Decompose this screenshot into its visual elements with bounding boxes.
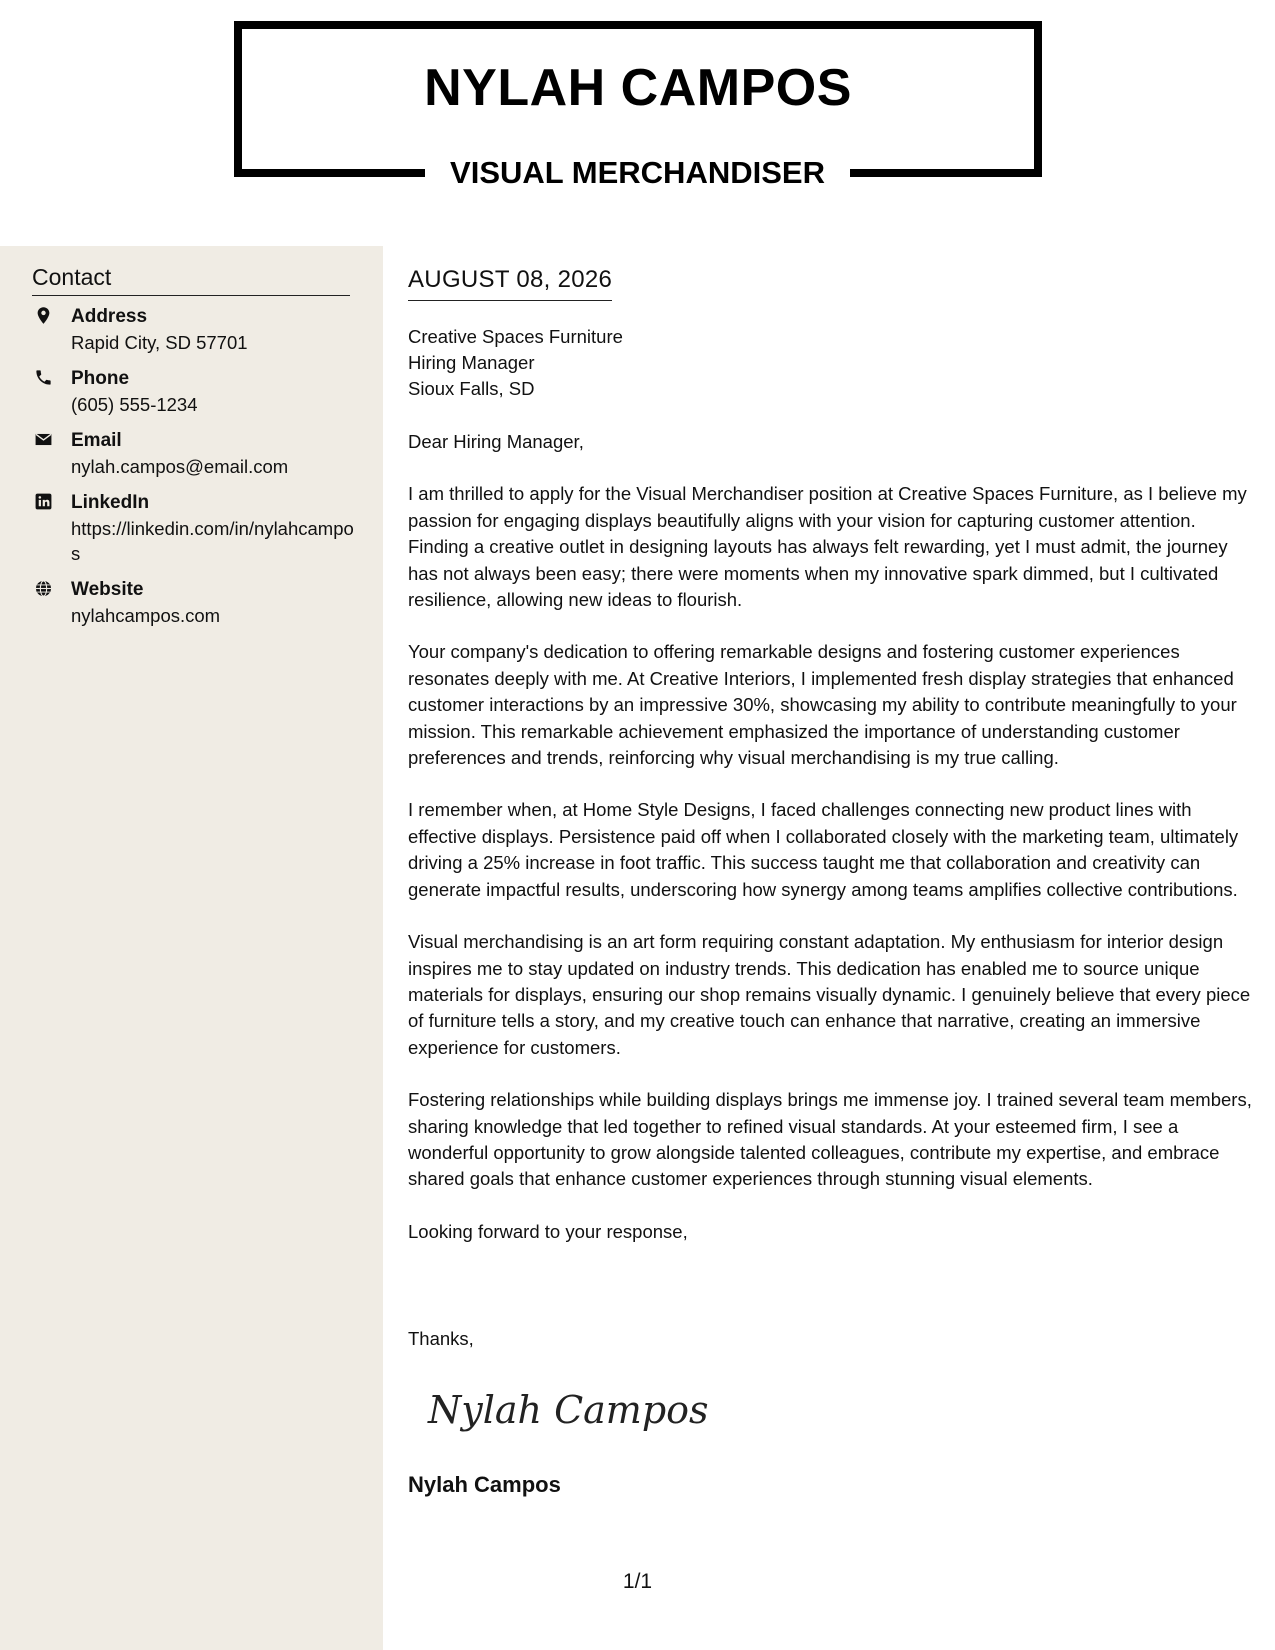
phone-label: Phone bbox=[71, 368, 130, 389]
contact-list bbox=[32, 304, 362, 639]
handwritten-signature bbox=[424, 1381, 709, 1441]
job-title: VISUAL MERCHANDISER bbox=[425, 150, 850, 196]
recipient-block bbox=[408, 324, 623, 402]
email-value[interactable]: nylah.campos@email.com bbox=[71, 456, 289, 477]
paragraph: I am thrilled to apply for the Visual Merchandiser position at Creative Spaces Furniture, as I believe my passion for engaging displays beautifully aligns with your vision for capturing customer attention. Finding a creative outlet in designing layouts has always felt rewarding, yet I must admit, the journey has not always been easy; there were moments when my innovative spark dimmed, but I cultivated resilience, allowing new ideas to flourish. bbox=[408, 483, 1247, 611]
closing-line: Looking forward to your response, bbox=[408, 1220, 688, 1242]
address-value: Rapid City, SD 57701 bbox=[71, 332, 248, 353]
applicant-name: NYLAH CAMPOS bbox=[424, 59, 852, 117]
phone-value[interactable]: (605) 555-1234 bbox=[71, 394, 198, 415]
linkedin-value[interactable]: https://linkedin.com/in/nylahcampos bbox=[71, 518, 354, 564]
linkedin-label: LinkedIn bbox=[71, 492, 150, 513]
globe-icon bbox=[34, 579, 53, 598]
signer-name: Nylah Campos bbox=[408, 1472, 561, 1497]
contact-address bbox=[32, 304, 362, 355]
recipient-location: Sioux Falls, SD bbox=[408, 378, 535, 399]
page-number: 1/1 bbox=[622, 1570, 653, 1593]
location-pin-icon bbox=[34, 306, 53, 325]
email-label: Email bbox=[71, 430, 122, 451]
contact-heading: Contact bbox=[32, 264, 350, 296]
linkedin-icon bbox=[34, 492, 53, 511]
contact-website bbox=[32, 577, 362, 628]
recipient-role: Hiring Manager bbox=[408, 352, 535, 373]
website-label: Website bbox=[71, 579, 144, 600]
letter-date: AUGUST 08, 2026 bbox=[408, 266, 612, 301]
thanks-line: Thanks, bbox=[408, 1328, 474, 1349]
signature-text: Nylah Campos bbox=[428, 1388, 709, 1432]
paragraph: Your company's dedication to offering remarkable designs and fostering customer experiences resonates deeply with me. At Creative Interiors, I implemented fresh display strategies that enhanced customer interactions by an impressive 30%, showcasing my ability to contribute meaningfully to your mission. This remarkable achievement emphasized the importance of understanding customer preferences and trends, reinforcing why visual merchandising is my true calling. bbox=[408, 641, 1237, 769]
resume-header bbox=[0, 0, 1275, 246]
contact-phone bbox=[32, 366, 362, 417]
contact-linkedin bbox=[32, 490, 362, 566]
recipient-company: Creative Spaces Furniture bbox=[408, 326, 623, 347]
website-value[interactable]: nylahcampos.com bbox=[71, 605, 221, 626]
paragraph: Visual merchandising is an art form requiring constant adaptation. My enthusiasm for interior design inspires me to stay updated on industry trends. This dedication has enabled me to source unique materials for displays, ensuring our shop remains visually dynamic. I genuinely believe that every piece of furniture tells a story, and my creative touch can enhance that narrative, creating an immersive experience for customers. bbox=[408, 931, 1251, 1058]
email-icon bbox=[34, 430, 53, 449]
contact-sidebar bbox=[0, 246, 383, 1650]
phone-icon bbox=[34, 368, 53, 387]
salutation: Dear Hiring Manager, bbox=[408, 431, 584, 452]
paragraph: I remember when, at Home Style Designs, I faced challenges connecting new product lines with effective displays. Persistence paid off when I collaborated closely with the marketing team, ultimately driving a 25% increase in foot traffic. This success taught me that collaboration and creativity can generate impactful results, underscoring how synergy among teams amplifies collective contributions. bbox=[408, 799, 1239, 900]
paragraph: Fostering relationships while building displays brings me immense joy. I trained several team members, sharing knowledge that led together to refined visual standards. At your esteemed firm, I see a wonderful opportunity to grow alongside talented colleagues, contribute my expertise, and embrace shared goals that enhance customer experiences through stunning visual elements. bbox=[408, 1089, 1252, 1190]
address-label: Address bbox=[71, 306, 148, 327]
contact-email bbox=[32, 428, 362, 479]
letter-body bbox=[408, 429, 1253, 1271]
